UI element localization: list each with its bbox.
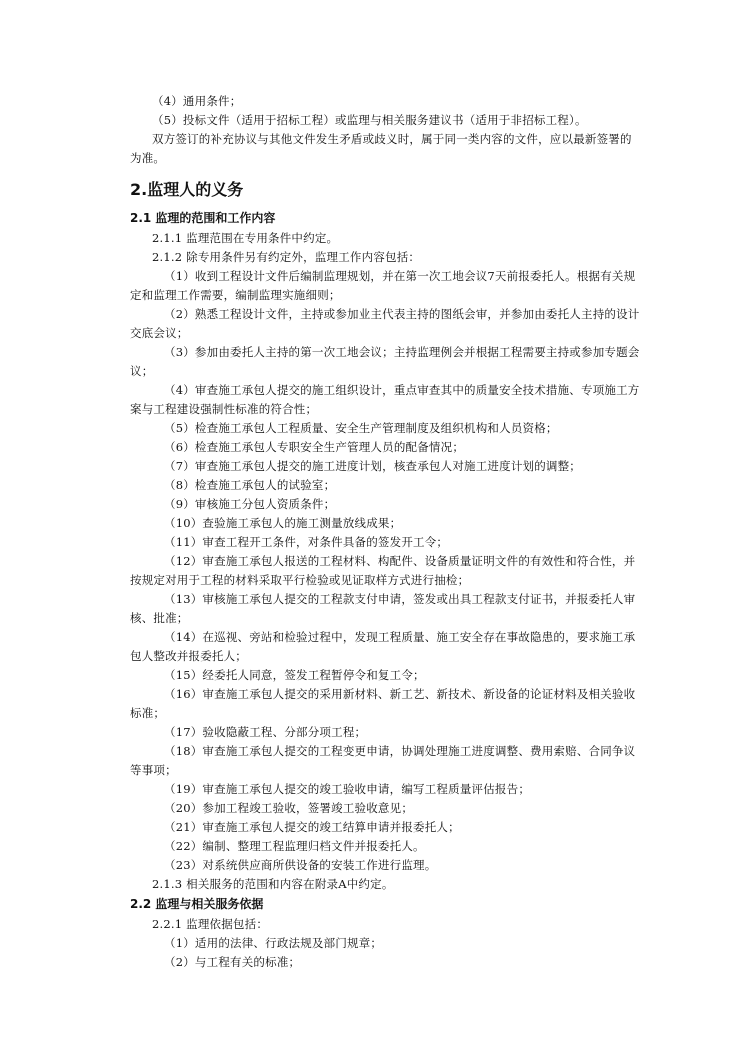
list-item: （21）审查施工承包人提交的竣工结算申请并报委托人； bbox=[164, 820, 460, 834]
list-item: （18）审查施工承包人提交的工程变更申请，协调处理施工进度调整、费用索赔、合同争议等事项； bbox=[130, 744, 636, 777]
list-item: （14）在巡视、旁站和检验过程中，发现工程质量、施工安全存在事故隐患的，要求施工承包人整改并报委托人； bbox=[130, 630, 636, 663]
list-item: （9）审核施工分包人资质条件； bbox=[164, 497, 336, 511]
list-item: （1）适用的法律、行政法规及部门规章； bbox=[164, 936, 383, 950]
list-item: （17）验收隐蔽工程、分部分项工程； bbox=[164, 725, 367, 739]
intro-item-5: （5）投标文件（适用于招标工程）或监理与相关服务建议书（适用于非招标工程）。 bbox=[152, 113, 587, 127]
clause-2-1-3: 2.1.3 相关服务的范围和内容在附录A中约定。 bbox=[152, 877, 394, 891]
list-item: （4）审查施工承包人提交的施工组织设计，重点审查其中的质量安全技术措施、专项施工方案与工程建设强制性标准的符合性； bbox=[130, 383, 640, 416]
list-item: （11）审查工程开工条件，对条件具备的签发开工令； bbox=[164, 535, 449, 549]
list-item: （8）检查施工承包人的试验室； bbox=[164, 478, 336, 492]
clause-2-1-1: 2.1.1 监理范围在专用条件中约定。 bbox=[152, 231, 339, 245]
intro-item-4: （4）通用条件； bbox=[152, 94, 242, 108]
list-item: （15）经委托人同意，签发工程暂停令和复工令； bbox=[164, 668, 425, 682]
list-item: （10）查验施工承包人的施工测量放线成果； bbox=[164, 516, 402, 530]
list-item: （2）熟悉工程设计文件，主持或参加业主代表主持的图纸会审，并参加由委托人主持的设计交底会议； bbox=[130, 307, 640, 340]
list-item: （3）参加由委托人主持的第一次工地会议；主持监理例会并根据工程需要主持或参加专题会议； bbox=[130, 345, 640, 378]
list-item: （16）审查施工承包人提交的采用新材料、新工艺、新技术、新设备的论证材料及相关验收标准； bbox=[130, 687, 636, 720]
clause-2-1-2: 2.1.2 除专用条件另有约定外，监理工作内容包括： bbox=[152, 250, 421, 264]
intro-paragraph: 双方签订的补充协议与其他文件发生矛盾或歧义时，属于同一类内容的文件，应以最新签署的为准。 bbox=[130, 132, 632, 165]
list-item: （23）对系统供应商所供设备的安装工作进行监理。 bbox=[164, 858, 437, 872]
list-item: （19）审查施工承包人提交的竣工验收申请，编写工程质量评估报告； bbox=[164, 782, 531, 796]
list-item: （12）审查施工承包人报送的工程材料、构配件、设备质量证明文件的有效性和符合性，并按规定对用于工程的材料采取平行检验或见证取样方式进行抽检； bbox=[130, 554, 636, 587]
section-2-heading: 2.监理人的义务 bbox=[130, 180, 244, 199]
list-item: （5）检查施工承包人工程质量、安全生产管理制度及组织机构和人员资格； bbox=[164, 421, 558, 435]
section-2-2-heading: 2.2 监理与相关服务依据 bbox=[130, 897, 264, 911]
list-item: （2）与工程有关的标准； bbox=[164, 955, 301, 969]
list-item: （20）参加工程竣工验收，签署竣工验收意见； bbox=[164, 801, 414, 815]
clause-2-2-1: 2.2.1 监理依据包括： bbox=[152, 917, 269, 931]
list-item: （7）审查施工承包人提交的施工进度计划，核查承包人对施工进度计划的调整； bbox=[164, 459, 582, 473]
document-body bbox=[130, 92, 642, 972]
section-2-1-heading: 2.1 监理的范围和工作内容 bbox=[130, 211, 276, 225]
list-item: （22）编制、整理工程监理归档文件并报委托人。 bbox=[164, 839, 425, 853]
list-item: （6）检查施工承包人专职安全生产管理人员的配备情况； bbox=[164, 440, 465, 454]
list-item: （13）审核施工承包人提交的工程款支付申请，签发或出具工程款支付证书，并报委托人审核、批准； bbox=[130, 592, 636, 625]
list-item: （1）收到工程设计文件后编制监理规划，并在第一次工地会议7天前报委托人。根据有关规定和监理工作需要，编制监理实施细则； bbox=[130, 269, 636, 302]
